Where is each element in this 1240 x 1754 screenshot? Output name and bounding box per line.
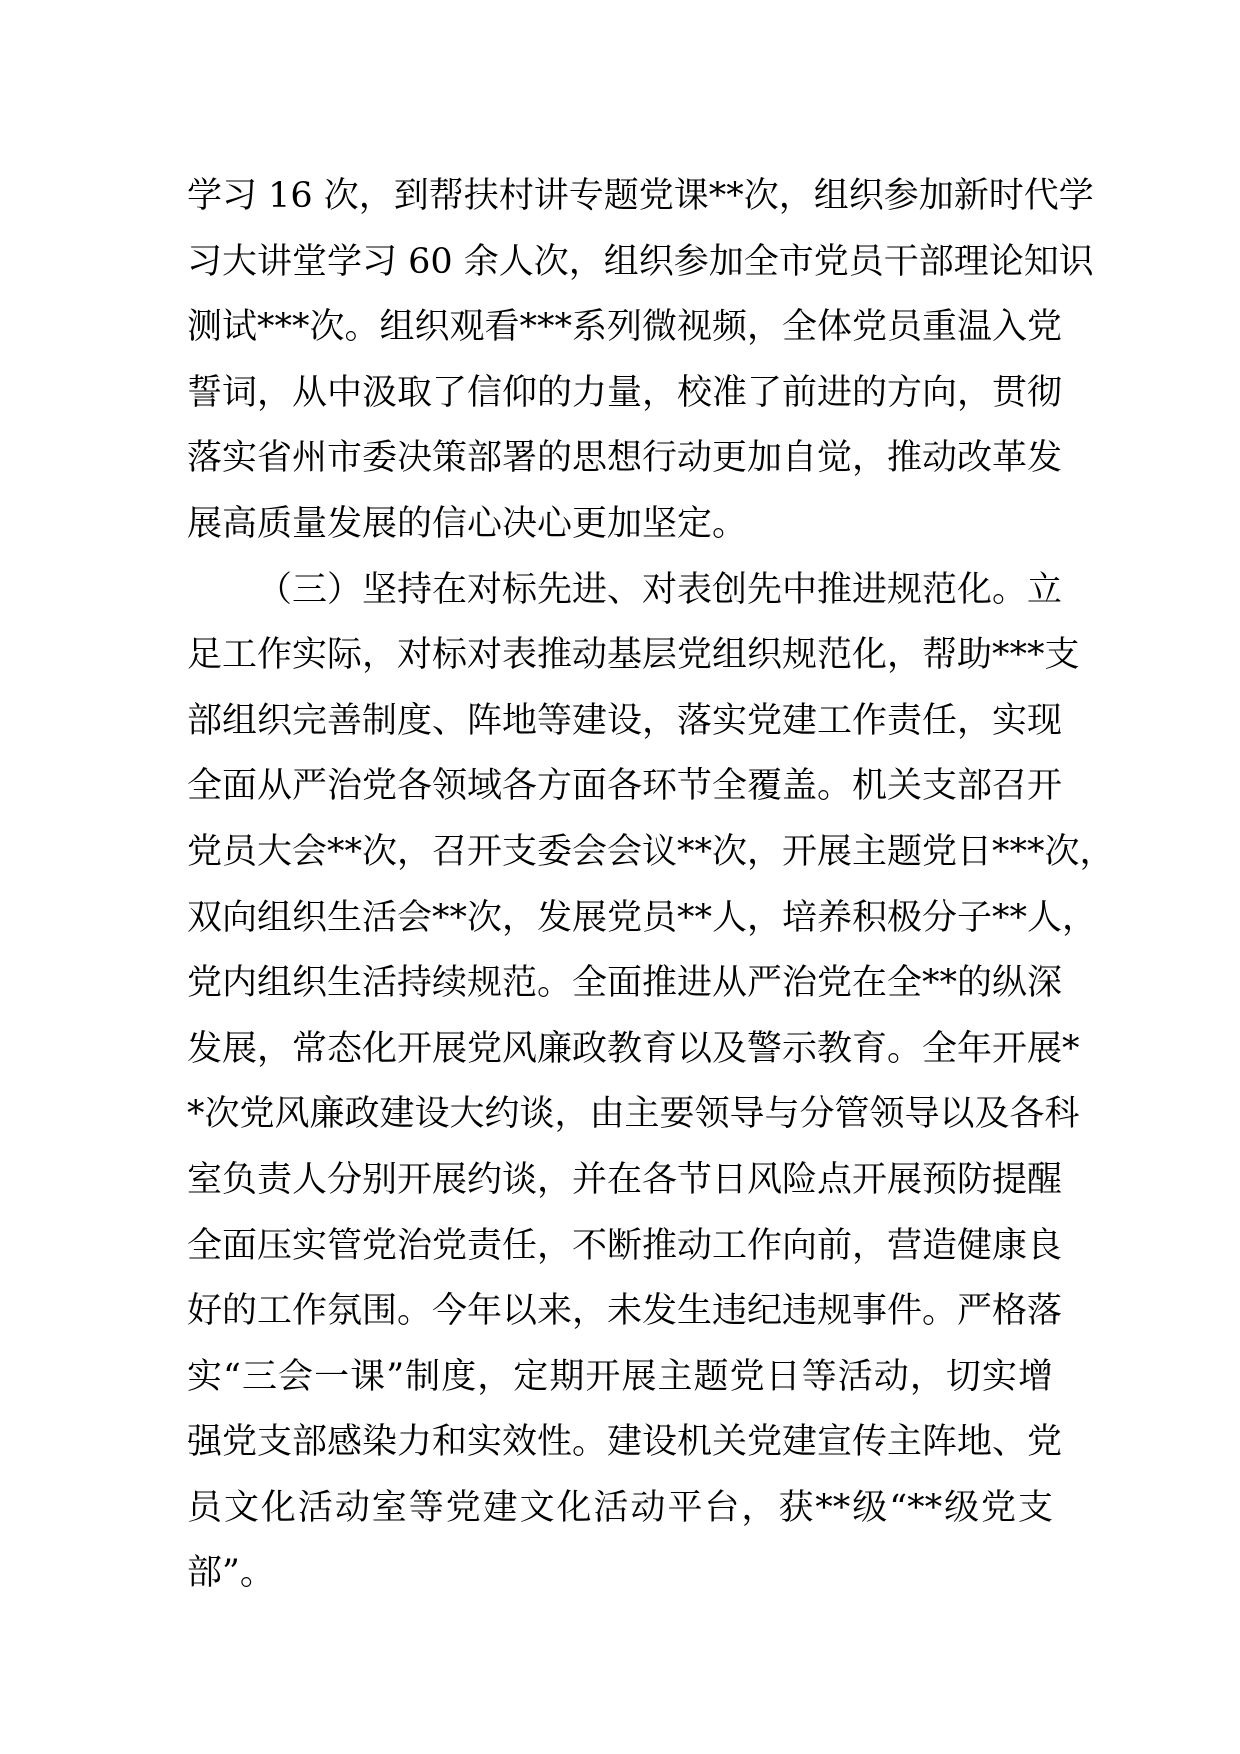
text-line: *次党风廉政建设大约谈，由主要领导与分管领导以及各科 [187, 1094, 1080, 1135]
text-line: 好的工作氛围。今年以来，未发生违纪违规事件。严格落 [187, 1291, 1063, 1332]
text-line: 实“三会一课”制度，定期开展主题党日等活动，切实增 [187, 1356, 1053, 1397]
text-line: 落实省州市委决策部署的思想行动更加自觉，推动改革发 [187, 438, 1063, 479]
text-line: 誓词，从中汲取了信仰的力量，校准了前进的方向，贯彻 [187, 372, 1063, 413]
text-line: 足工作实际，对标对表推动基层党组织规范化，帮助***支 [187, 635, 1080, 676]
text-line: 党内组织生活持续规范。全面推进从严治党在全**的纵深 [187, 963, 1063, 1004]
text-line: 全面压实管党治党责任，不断推动工作向前，营造健康良 [187, 1225, 1063, 1266]
body-text [187, 164, 1115, 1607]
text-line: 双向组织生活会**次，发展党员**人，培养积极分子**人， [187, 897, 1098, 938]
text-line: 部”。 [187, 1553, 275, 1594]
text-line: 展高质量发展的信心决心更加坚定。 [187, 503, 748, 544]
section-heading-line: （三）坚持在对标先进、对表创先中推进规范化。立 [257, 569, 1063, 610]
text-line: 测试***次。组织观看***系列微视频，全体党员重温入党 [187, 307, 1063, 348]
text-line: 发展，常态化开展党风廉政教育以及警示教育。全年开展* [187, 1028, 1080, 1069]
text-line: 强党支部感染力和实效性。建设机关党建宣传主阵地、党 [187, 1422, 1063, 1463]
text-line: 全面从严治党各领域各方面各环节全覆盖。机关支部召开 [187, 766, 1063, 807]
text-line: 部组织完善制度、阵地等建设，落实党建工作责任，实现 [187, 700, 1063, 741]
text-line: 习大讲堂学习 60 余人次，组织参加全市党员干部理论知识 [187, 241, 1094, 282]
text-line: 党员大会**次，召开支委会会议**次，开展主题党日***次， [187, 831, 1115, 872]
text-line: 学习 16 次，到帮扶村讲专题党课**次，组织参加新时代学 [187, 176, 1094, 216]
text-line: 室负责人分别开展约谈，并在各节日风险点开展预防提醒 [187, 1159, 1063, 1200]
text-line: 员文化活动室等党建文化活动平台，获**级“**级党支 [187, 1487, 1053, 1528]
